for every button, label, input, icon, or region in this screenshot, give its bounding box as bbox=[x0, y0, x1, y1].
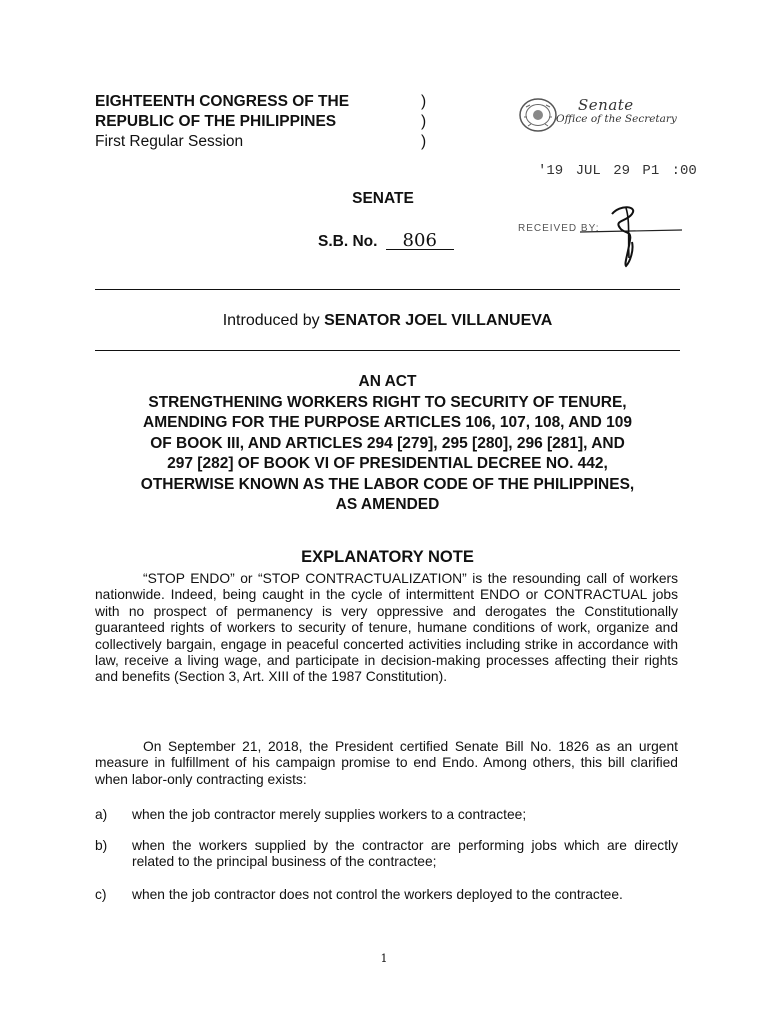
act-title bbox=[95, 372, 680, 516]
list-item-text: when the job contractor merely supplies workers to a contractee; bbox=[132, 807, 527, 822]
page-number: 1 bbox=[380, 952, 388, 965]
paragraph-1 bbox=[95, 571, 678, 686]
divider-top bbox=[95, 289, 680, 290]
header-parentheses bbox=[421, 92, 426, 152]
act-title-line: AN ACT bbox=[358, 373, 417, 390]
list-item-label: b) bbox=[95, 838, 108, 853]
list-item-text: when the job contractor does not control the workers deployed to the contractee. bbox=[132, 887, 623, 902]
paren-3: ) bbox=[421, 133, 427, 150]
stamp-date: '19 JUL 29 P1 :00 bbox=[538, 163, 697, 179]
senate-label-text: SENATE bbox=[352, 190, 414, 207]
congress-line-2: REPUBLIC OF THE PHILIPPINES bbox=[95, 113, 337, 130]
congress-header bbox=[95, 92, 349, 152]
bill-number: 806 bbox=[386, 232, 454, 250]
congress-line-1: EIGHTEENTH CONGRESS OF THE bbox=[95, 93, 350, 110]
paragraph-2-text: On September 21, 2018, the President certified Senate Bill No. 1826 as an urgent measure in fulfillment of his campaign promise to end Endo. Among others, this bill clarified when labor-only contracting exists: bbox=[95, 739, 678, 787]
paren-2: ) bbox=[421, 113, 427, 130]
act-title-line: AS AMENDED bbox=[335, 496, 440, 513]
act-title-line: STRENGTHENING WORKERS RIGHT TO SECURITY OF TENURE, bbox=[148, 393, 627, 411]
divider-bottom bbox=[95, 350, 680, 351]
paren-1: ) bbox=[421, 93, 427, 110]
introduced-by bbox=[95, 312, 680, 330]
explanatory-note-heading: EXPLANATORY NOTE bbox=[301, 548, 474, 566]
act-title-line: OTHERWISE KNOWN AS THE LABOR CODE OF THE PHILIPPINES, bbox=[140, 475, 635, 493]
introduced-prefix: Introduced by bbox=[222, 312, 320, 329]
list-item-label: c) bbox=[95, 887, 107, 902]
act-title-line: AMENDING FOR THE PURPOSE ARTICLES 106, 107, 108, AND 109 bbox=[143, 414, 632, 431]
bill-number-label: S.B. No. bbox=[318, 233, 378, 250]
paragraph-2 bbox=[95, 739, 678, 788]
list-item-text: when the workers supplied by the contractor are performing jobs which are directly related to the principal business of the contractee; bbox=[132, 838, 678, 870]
paragraph-1-text: “STOP ENDO” or “STOP CONTRACTUALIZATION” is the resounding call of workers nationwide. Indeed, being caught in the cycle of intermittent ENDO or CONTRACTUAL jobs with no prospect of permanency is very oppressive and derogates the Constitutionally guaranteed rights of workers to security of tenure, humane conditions of work, organize and collectively bargain, engage in peaceful concerted activities including strike in accordance with law, receive a living wage, and participate in decision-making processes affecting their rights and benefits (Section 3, Art. XIII of the 1987 Constitution). bbox=[95, 571, 678, 685]
stamp-received-by: RECEIVED BY: bbox=[518, 223, 600, 234]
act-title-line: OF BOOK III, AND ARTICLES 294 [279], 295 [280], 296 [281], AND bbox=[150, 434, 625, 452]
act-title-line: 297 [282] OF BOOK VI OF PRESIDENTIAL DECREE NO. 442, bbox=[167, 455, 608, 472]
senate-seal-icon bbox=[518, 97, 558, 133]
senator-name: SENATOR JOEL VILLANUEVA bbox=[324, 312, 553, 329]
signature-icon bbox=[560, 200, 690, 270]
stamp-senate-text: Senate bbox=[578, 96, 634, 114]
session-label: First Regular Session bbox=[95, 133, 244, 150]
senate-label bbox=[0, 190, 768, 208]
bill-number-line bbox=[318, 232, 454, 251]
stamp-office-text: Office of the Secretary bbox=[556, 113, 677, 125]
list-item-label: a) bbox=[95, 807, 108, 822]
